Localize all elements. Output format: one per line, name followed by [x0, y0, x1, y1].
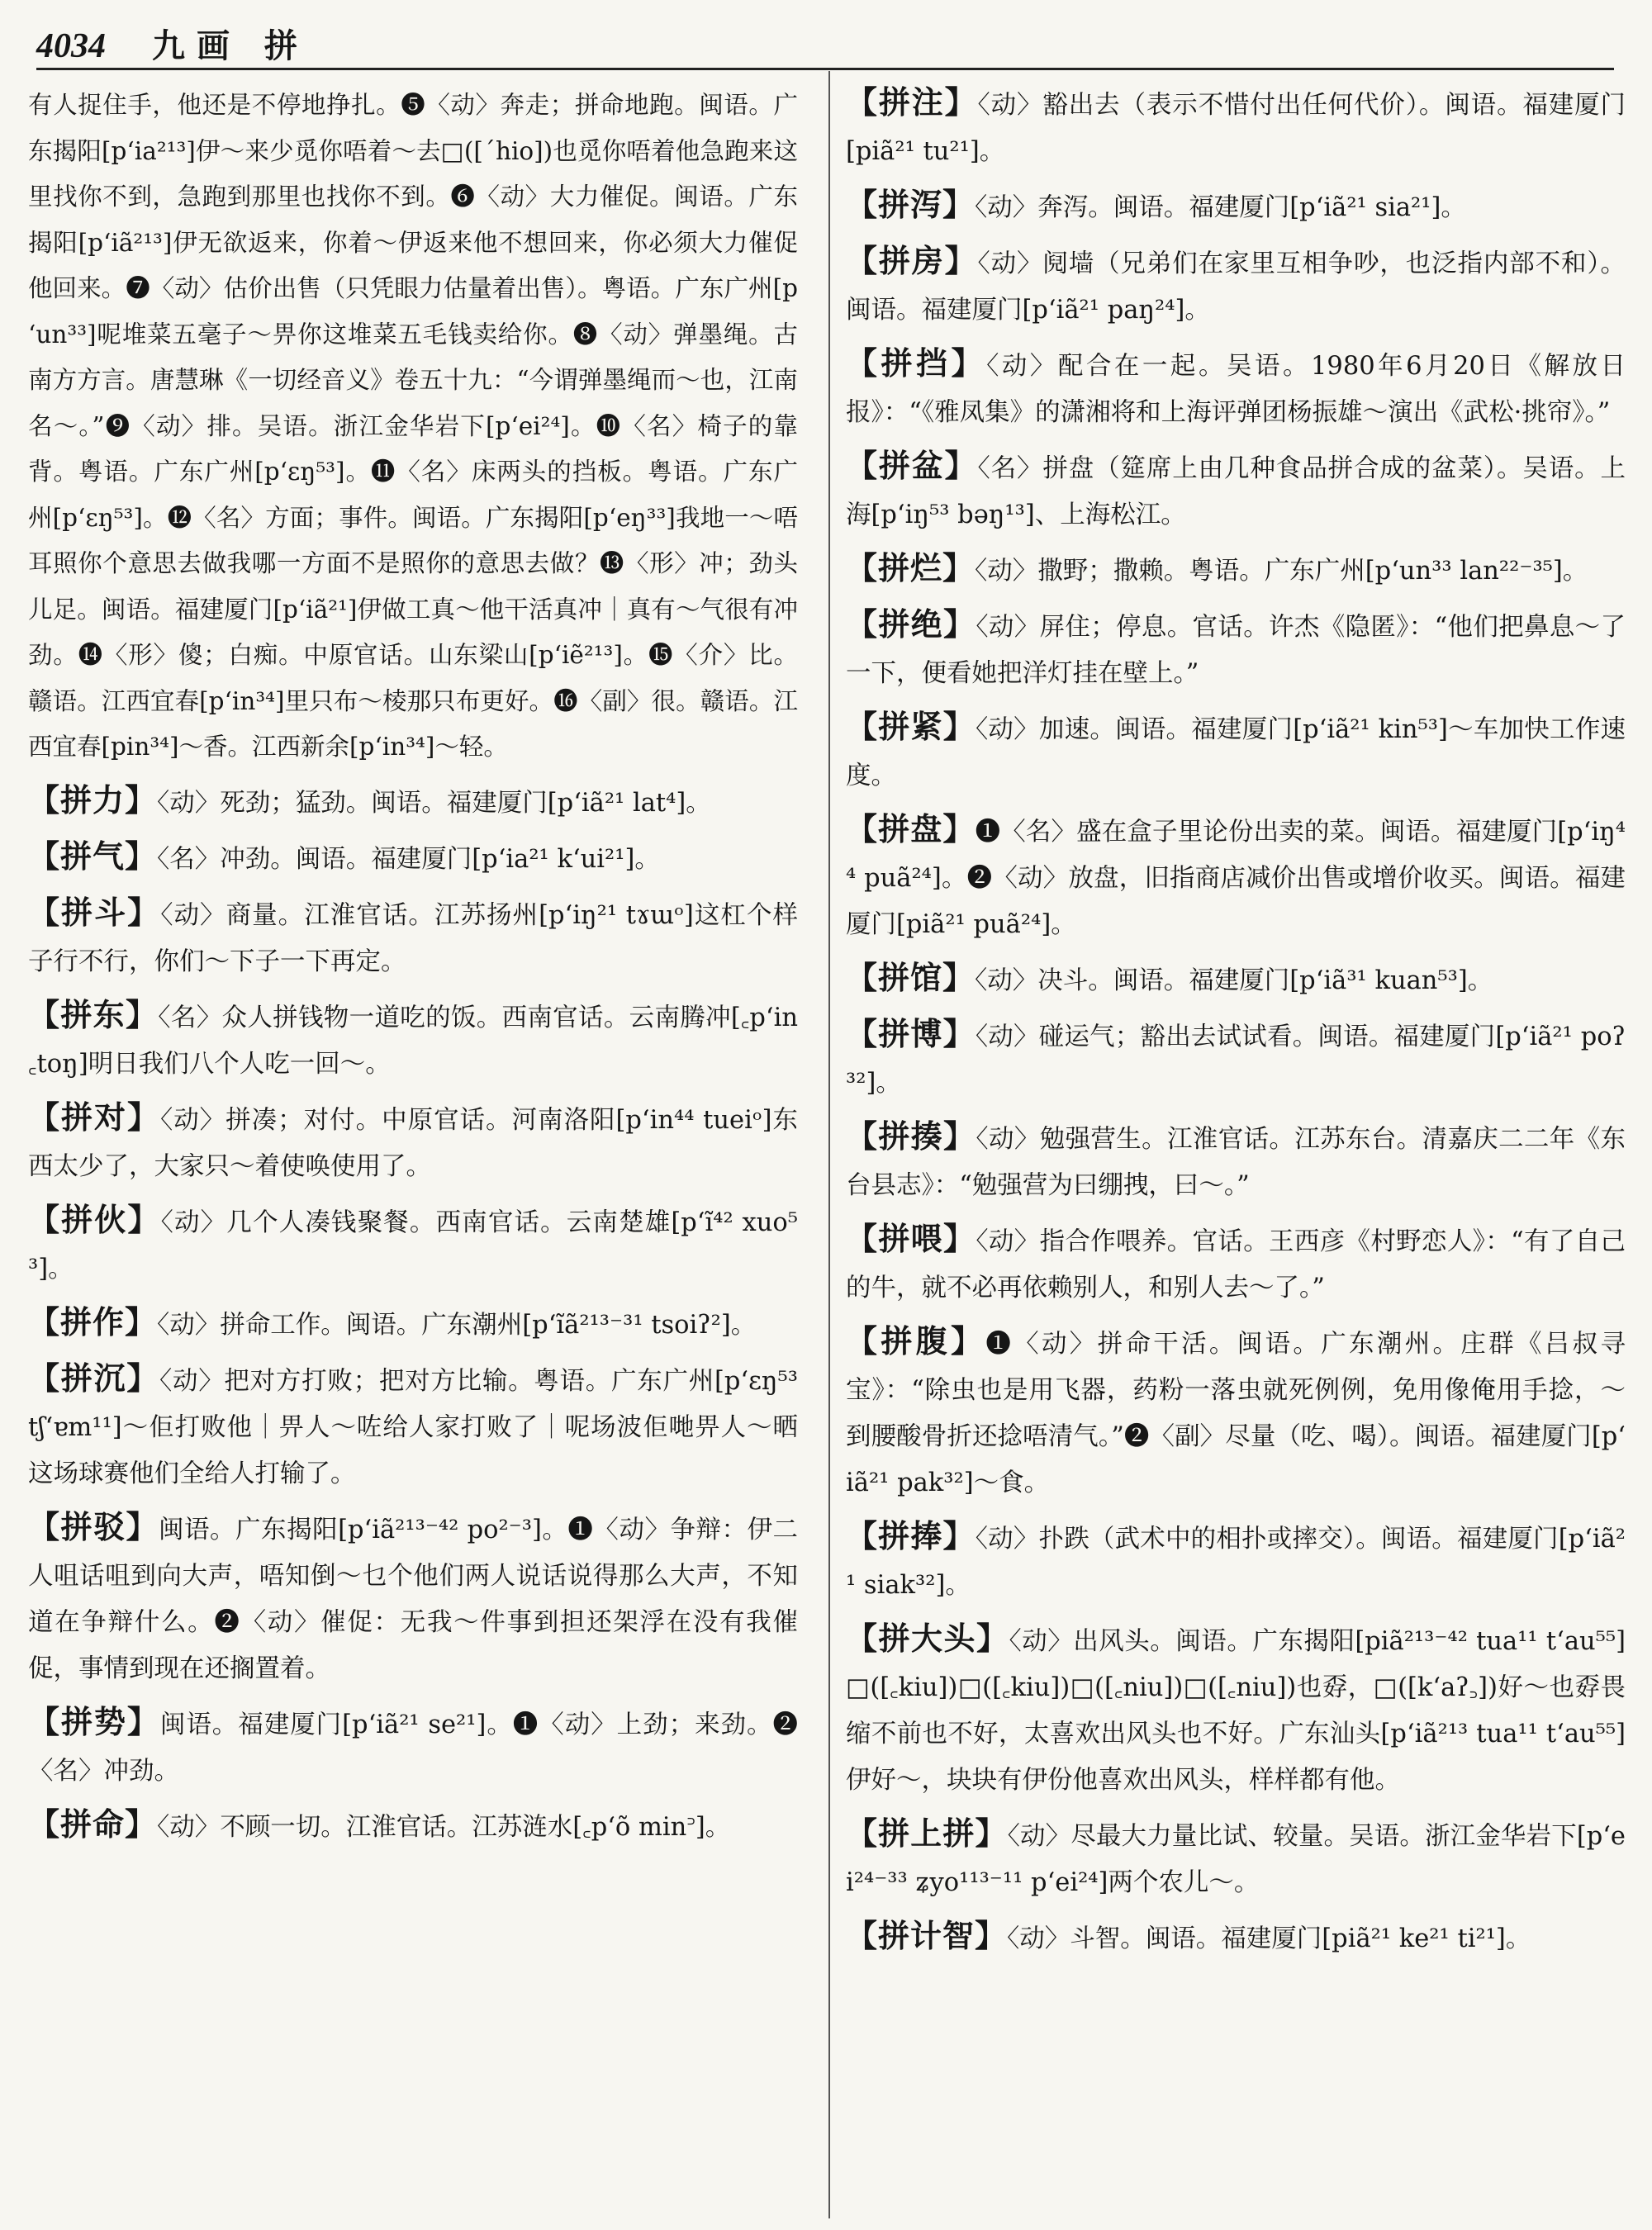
entry-definition: 闽语。福建厦门[pʻiã²¹ se²¹]。❶〈动〉上劲；来劲。❷〈名〉冲劲。	[28, 1710, 798, 1786]
page-heading: 九画 拼	[152, 26, 309, 65]
entry-headword: 【拼紧】	[846, 708, 976, 745]
entry-definition: ❶〈动〉拼命干活。闽语。广东潮州。庄群《吕叔寻宝》：“除虫也是用飞器，药粉一落虫就死例例，免用像俺用手捻，～到腰酸骨折还捻唔清气。”❷〈副〉尽量（吃、喝）。闽语。福建厦门[pʻiã²¹ pak³²]～食。	[846, 1330, 1626, 1497]
entry-headword: 【拼东】	[28, 995, 159, 1033]
dictionary-entry	[28, 1355, 798, 1497]
dictionary-entry	[846, 1318, 1626, 1506]
entry-definition: 〈动〉把对方打败；把对方比输。粤语。广东广州[pʻɛŋ⁵³ tʃʻɐm¹¹]～佢打败他｜畀人～咗给人家打败了｜呢场波佢哋畀人～晒这场球赛他们全给人打输了。	[28, 1366, 798, 1488]
entry-headword: 【拼沉】	[28, 1359, 159, 1397]
entry-headword: 【拼注】	[846, 83, 978, 121]
entry-headword: 【拼盘】	[846, 810, 976, 847]
dictionary-entry	[846, 238, 1626, 334]
entry-definition: 〈动〉斗智。闽语。福建厦门[piã²¹ ke²¹ ti²¹]。	[1007, 1924, 1531, 1953]
entry-headword: 【拼揍】	[846, 1117, 976, 1155]
entry-definition: 〈名〉冲劲。闽语。福建厦门[pʻia²¹ kʻui²¹]。	[157, 844, 660, 874]
entry-definition: 〈动〉决斗。闽语。福建厦门[pʻiã³¹ kuan⁵³]。	[975, 966, 1493, 995]
entry-definition: 〈动〉勉强营生。江淮官话。江苏东台。清嘉庆二二年《东台县志》：“勉强营为曰绷拽，曰～。”	[846, 1125, 1626, 1200]
dictionary-entry	[846, 79, 1626, 175]
entry-definition: 闽语。广东揭阳[pʻiã²¹³⁻⁴² po²⁻³]。❶〈动〉争辩：伊二人咀话咀到向大声，唔知倒～乜个他们两人说话说得那么大声，不知道在争辩什么。❷〈动〉催促：无我～件事到担还架浮在没有我催促，事情到现在还搁置着。	[28, 1515, 798, 1683]
entry-headword: 【拼驳】	[28, 1507, 159, 1545]
entry-definition: ❶〈名〉盛在盒子里论份出卖的菜。闽语。福建厦门[pʻiŋ⁴⁴ puã²⁴]。❷〈动〉放盘，旧指商店减价出售或增价收买。闽语。福建厦门[piã²¹ puã²⁴]。	[846, 818, 1626, 939]
dictionary-entry	[28, 1699, 798, 1795]
entry-headword: 【拼捧】	[846, 1517, 976, 1554]
entry-headword: 【拼房】	[846, 242, 978, 279]
entry-headword: 【拼绝】	[846, 605, 976, 643]
entry-headword: 【拼烂】	[846, 549, 976, 586]
entry-definition: 〈名〉众人拼钱物一道吃的饭。西南官话。云南腾冲[꜀pʻin ꜀toŋ]明日我们八个人吃一回～。	[28, 1003, 798, 1079]
entry-definition: 〈名〉拼盘（筵席上由几种食品拼合成的盆菜）。吴语。上海[pʻiŋ⁵³ bəŋ¹³]、上海松江。	[846, 454, 1626, 529]
entry-headword: 【拼上拼】	[846, 1815, 1008, 1852]
entry-definition: 〈动〉商量。江淮官话。江苏扬州[pʻiŋ²¹ tɤɯᵒ]这杠个样子行不行，你们～下子一下再定。	[28, 900, 798, 976]
dictionary-entry	[846, 1011, 1626, 1107]
right-column	[846, 79, 1626, 1969]
dictionary-entry	[846, 545, 1626, 595]
entry-definition: 〈动〉加速。闽语。福建厦门[pʻiã²¹ kin⁵³]～车加快工作速度。	[846, 715, 1626, 790]
entry-headword: 【拼作】	[28, 1302, 158, 1340]
entry-definition: 〈动〉拼命工作。闽语。广东潮州[pʻĩã²¹³⁻³¹ tsoiʔ²]。	[157, 1310, 757, 1340]
dictionary-entry	[846, 443, 1626, 539]
entry-headword: 【拼喂】	[846, 1220, 976, 1257]
dictionary-entry	[846, 1810, 1626, 1906]
entry-headword: 【拼大头】	[846, 1620, 1009, 1657]
dictionary-entry	[28, 1299, 798, 1349]
entry-definition: 〈动〉撒野；撒赖。粤语。广东广州[pʻun³³ lan²²⁻³⁵]。	[975, 557, 1588, 586]
dictionary-entry	[28, 1801, 798, 1851]
entry-headword: 【拼盆】	[846, 447, 978, 484]
dictionary-entry	[846, 340, 1626, 436]
entry-definition: 〈动〉阋墙（兄弟们在家里互相争吵，也泛指内部不和）。闽语。福建厦门[pʻiã²¹ paŋ²⁴]。	[846, 249, 1626, 325]
entry-headword: 【拼气】	[28, 837, 158, 875]
dictionary-entry	[28, 1197, 798, 1293]
entry-headword: 【拼力】	[28, 780, 158, 818]
page-number: 4034	[36, 27, 106, 65]
dictionary-entry	[846, 1616, 1626, 1804]
entry-headword: 【拼命】	[28, 1805, 158, 1843]
dictionary-entry	[28, 79, 798, 771]
entry-definition: 〈动〉扑跌（武术中的相扑或摔交）。闽语。福建厦门[pʻiã²¹ siak³²]。	[846, 1525, 1626, 1600]
entry-definition: 〈动〉碰运气；豁出去试试看。闽语。福建厦门[pʻiã²¹ poʔ³²]。	[846, 1022, 1626, 1098]
dictionary-entry	[28, 1094, 798, 1190]
entry-definition: 〈动〉尽最大力量比试、较量。吴语。浙江金华岩下[pʻei²⁴⁻³³ ʑyo¹¹³⁻¹¹ pʻei²⁴]两个农儿～。	[846, 1822, 1626, 1897]
dictionary-entry	[28, 992, 798, 1088]
dictionary-entry	[28, 1504, 798, 1692]
dictionary-entry	[846, 1513, 1626, 1609]
dictionary-entry	[846, 955, 1626, 1004]
dictionary-entry	[846, 1913, 1626, 1962]
entry-headword: 【拼挡】	[846, 344, 987, 382]
entry-headword: 【拼斗】	[28, 893, 161, 931]
dictionary-entry	[846, 1216, 1626, 1312]
entry-headword: 【拼对】	[28, 1098, 160, 1136]
entry-definition: 〈动〉配合在一起。吴语。1980年6月20日《解放日报》：“《雅凤集》的潇湘将和上海评弹团杨振雄～演出《武松·挑帘》。”	[846, 352, 1626, 427]
entry-headword: 【拼泻】	[846, 186, 976, 223]
entry-definition: 〈动〉出风头。闽语。广东揭阳[piã²¹³⁻⁴² tua¹¹ tʻau⁵⁵]□([꜀kiu])□([꜀kiu])□([꜀niu])□([꜀niu])也孬，□([kʻaʔ꜆])好～也孬畏缩不前也不好，太喜欢出风头也不好。广东汕头[pʻiã²¹³ tua¹¹ tʻau⁵⁵]伊好～，块块有伊份他喜欢出风头，样样都有他。	[846, 1627, 1626, 1795]
entry-headword: 【拼馆】	[846, 959, 976, 996]
column-divider	[828, 71, 830, 2218]
entry-definition: 有人捉住手，他还是不停地挣扎。❺〈动〉奔走；拼命地跑。闽语。广东揭阳[pʻia²¹³]伊～来少觅你唔着～去□([ˊhio])也觅你唔着他急跑来这里找你不到，急跑到那里也找你不到。❻〈动〉大力催促。闽语。广东揭阳[pʻiã²¹³]伊无欲返来，你着～伊返来他不想回来，你必须大力催促他回来。❼〈动〉估价出售（只凭眼力估量着出售）。粤语。广东广州[pʻun³³]呢堆菜五毫子～畀你这堆菜五毛钱卖给你。❽〈动〉弹墨绳。古南方方言。唐慧琳《一切经音义》卷五十九：“今谓弹墨绳而～也，江南名～。”❾〈动〉排。吴语。浙江金华岩下[pʻei²⁴]。❿〈名〉椅子的靠背。粤语。广东广州[pʻɛŋ⁵³]。⓫〈名〉床两头的挡板。粤语。广东广州[pʻɛŋ⁵³]。⓬〈名〉方面；事件。闽语。广东揭阳[pʻeŋ³³]我地一～唔耳照你个意思去做我哪一方面不是照你的意思去做？⓭〈形〉冲；劲头儿足。闽语。福建厦门[pʻiã²¹]伊做工真～他干活真冲｜真有～气很有冲劲。⓮〈形〉傻；白痴。中原官话。山东梁山[pʻiẽ²¹³]。⓯〈介〉比。赣语。江西宜春[pʻin³⁴]里只布～棱那只布更好。⓰〈副〉很。赣语。江西宜春[pin³⁴]～香。江西新余[pʻin³⁴]～轻。	[28, 91, 798, 761]
entry-definition: 〈动〉指合作喂养。官话。王西彦《村野恋人》：“有了自己的牛，就不必再依赖别人，和别人去～了。”	[846, 1227, 1626, 1302]
entry-definition: 〈动〉几个人凑钱聚餐。西南官话。云南楚雄[pʻĩ⁴² xuo⁵³]。	[28, 1208, 798, 1283]
dictionary-entry	[28, 890, 798, 985]
dictionary-entry	[846, 704, 1626, 799]
left-column	[28, 79, 798, 1858]
entry-definition: 〈动〉豁出去（表示不惜付出任何代价）。闽语。福建厦门[piã²¹ tu²¹]。	[846, 91, 1626, 166]
dictionary-entry	[846, 182, 1626, 231]
entry-definition: 〈动〉奔泻。闽语。福建厦门[pʻiã²¹ sia²¹]。	[975, 193, 1466, 222]
dictionary-entry	[28, 833, 798, 883]
entry-headword: 【拼博】	[846, 1015, 976, 1052]
entry-definition: 〈动〉不顾一切。江淮官话。江苏涟水[꜀pʻõ min꜄]。	[157, 1812, 731, 1842]
dictionary-entry	[846, 806, 1626, 948]
header-rule	[36, 68, 1614, 70]
dictionary-entry	[28, 777, 798, 827]
page-header	[36, 20, 1606, 65]
entry-definition: 〈动〉死劲；猛劲。闽语。福建厦门[pʻiã²¹ lat⁴]。	[157, 788, 711, 818]
entry-definition: 〈动〉屏住；停息。官话。许杰《隐匿》：“他们把鼻息～了一下，便看她把洋灯挂在壁上。”	[846, 613, 1626, 688]
entry-headword: 【拼伙】	[28, 1200, 161, 1238]
dictionary-entry	[846, 601, 1626, 697]
entry-definition: 〈动〉拼凑；对付。中原官话。河南洛阳[pʻin⁴⁴ tueiᵒ]东西太少了，大家只～着使唤使用了。	[28, 1105, 798, 1181]
dictionary-entry	[846, 1113, 1626, 1209]
entry-headword: 【拼腹】	[846, 1322, 986, 1359]
entry-headword: 【拼势】	[28, 1702, 160, 1740]
entry-headword: 【拼计智】	[846, 1917, 1008, 1954]
